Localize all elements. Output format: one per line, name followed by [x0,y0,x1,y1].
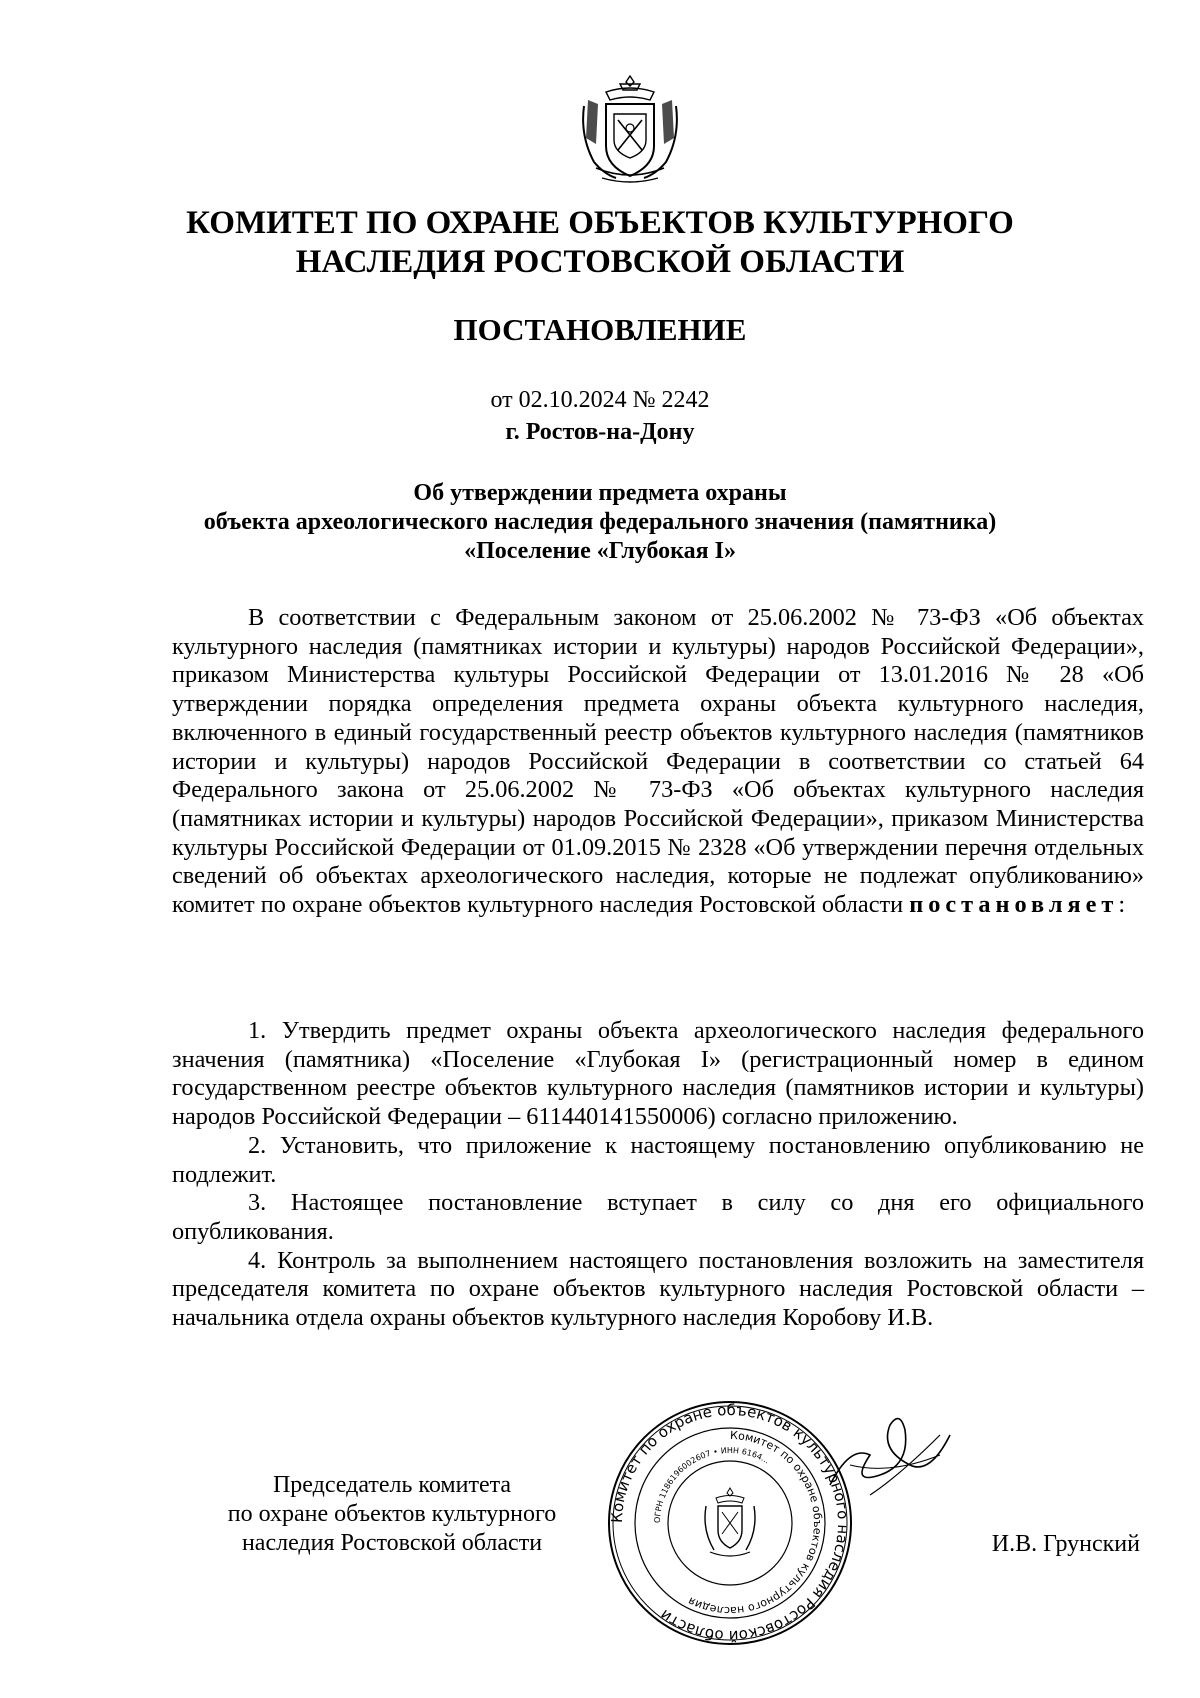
resolution-item: 3. Настоящее постановление вступает в силу со дня его официального опубликования. [172,1189,1144,1245]
organization-name [100,204,1100,282]
stamp-ids-text-path: ОГРН 1186196002607 • ИНН 6164... [652,1445,772,1524]
resolution-item: 4. Контроль за выполнением настоящего постановления возложить на заместителя председателя комитета по охране объектов культурного наследия Ростовской области – начальника отдела охраны объектов культурного наследия Коробову И.В. [172,1246,1144,1332]
stamp-inner-text-path: Комитет по охране объектов культурного наследия [685,1428,825,1618]
subject-line2: объекта археологического наследия федерального значения (памятника) [203,509,997,535]
document-type: ПОСТАНОВЛЕНИЕ [453,312,747,347]
signatory-position-line1: Председатель комитета [272,1472,512,1498]
signatory-position-line3: наследия Ростовской области [241,1530,543,1556]
preamble-text: В соответствии с Федеральным законом от 25.06.2002 № 73-ФЗ «Об объектах культурного наследия (памятниках истории и культуры) народов Российской Федерации», приказом Министерства культуры Российской Федерации от 13.01.2016 № 28 «Об утверждении порядка определения предмета охраны объекта культурного наследия, включенного в единый государственный реестр объектов культурного наследия (памятников истории и культуры) народов Российской Федерации в соответствии со статьей 64 Федерального закона от 25.06.2002 № 73-ФЗ «Об объектах культурного наследия (памятниках истории и культуры) народов Российской Федерации», приказом Министерства культуры Российской Федерации от 01.09.2015 № 2328 «Об утверждении перечня отдельных сведений об объектах археологического наследия, которые не подлежат опубликованию» комитет по охране объектов культурного наследия Ростовской области [172,604,1144,919]
subject-line3: «Поселение «Глубокая I» [464,538,736,564]
official-seal-stamp [605,1398,855,1648]
document-subject [150,479,1050,566]
stamp-emblem-icon [705,1488,755,1556]
resolution-item: 1. Утвердить предмет охраны объекта археологического наследия федерального значения (памятника) «Поселение «Глубокая I» (регистрационный номер в едином государственном реестре объектов культурного наследия (памятников истории и культуры) народов Российской Федерации – 611440141550006) согласно приложению. [172,1017,1144,1131]
signatory-position-line2: по охране объектов культурного [227,1501,557,1527]
signatory-name: И.В. Грунский [991,1531,1140,1557]
signatory-position [172,1471,612,1558]
organization-name-line2: НАСЛЕДИЯ РОСТОВСКОЙ ОБЛАСТИ [295,244,905,280]
resolution-keyword: постановляет [909,891,1119,919]
organization-name-line1: КОМИТЕТ ПО ОХРАНЕ ОБЪЕКТОВ КУЛЬТУРНОГО [186,205,1014,241]
stamp-ids-text [653,1446,771,1523]
document-city: г. Ростов-на-Дону [505,419,695,445]
stamp-outer-text-path: Комитет по охране объектов культурного наследия Ростовской области [607,1400,853,1646]
coat-of-arms-emblem [576,70,684,188]
handwritten-signature [820,1405,960,1515]
document-date-number: от 02.10.2024 № 2242 [490,387,710,413]
resolution-item: 2. Установить, что приложение к настоящему постановлению опубликованию не подлежит. [172,1131,1144,1188]
preamble-end: : [1118,891,1126,919]
subject-line1: Об утверждении предмета охраны [413,480,787,506]
preamble-paragraph [172,604,1144,920]
resolution-items [172,1017,1144,1333]
